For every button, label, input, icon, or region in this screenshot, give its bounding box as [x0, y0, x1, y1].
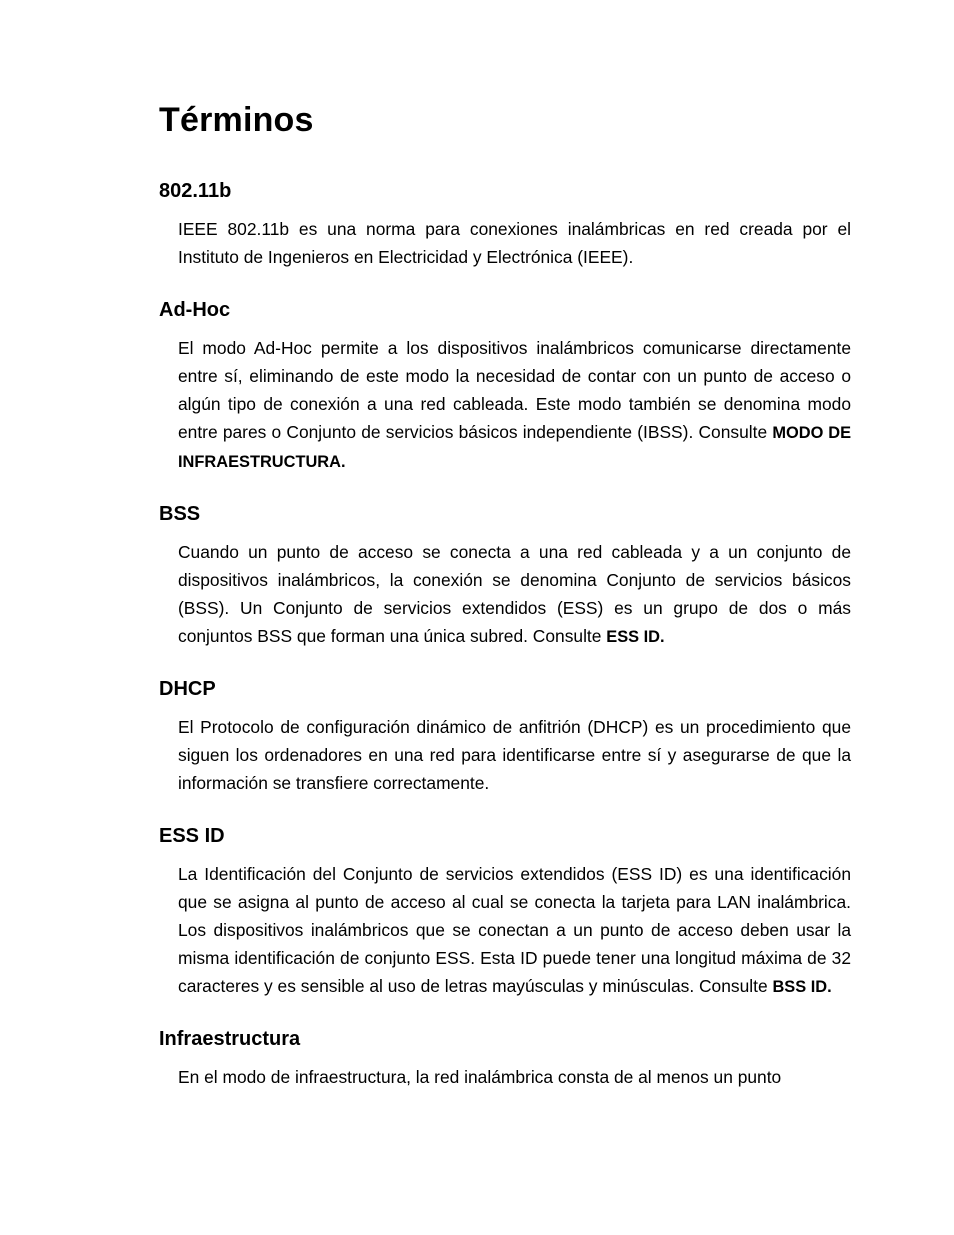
term-definition-text: El Protocolo de configuración dinámico de anfitrión (DHCP) es un procedimiento que siguen los ordenadores en una red para identificarse entre sí y asegurarse de que la información se transfiere correctamente.: [178, 717, 851, 793]
term-entry: [159, 676, 851, 798]
term-heading: Ad-Hoc: [159, 299, 231, 321]
term-heading: 802.11b: [159, 180, 232, 202]
term-heading: DHCP: [159, 678, 216, 700]
term-entry: [159, 178, 851, 272]
term-definition: [159, 215, 851, 272]
term-reference: ESS ID.: [606, 628, 665, 646]
term-heading: ESS ID: [159, 825, 225, 847]
term-entry: [159, 1026, 851, 1092]
term-definition-text: En el modo de infraestructura, la red inalámbrica consta de al menos un punto: [178, 1067, 782, 1087]
term-definition: [159, 1063, 851, 1092]
term-definition-text: El modo Ad-Hoc permite a los dispositivos inalámbricos comunicarse directamente entre sí, eliminando de este modo la necesidad de contar con un punto de acceso o algún tipo de conexión a una red cableada. Este modo también se denomina modo entre pares o Conjunto de servicios básicos independiente (IBSS). Consulte: [178, 338, 851, 442]
term-definition-text: Cuando un punto de acceso se conecta a una red cableada y a un conjunto de dispositivos inalámbricos, la conexión se denomina Conjunto de servicios básicos (BSS). Un Conjunto de servicios extendidos (ESS) es un grupo de dos o más conjuntos BSS que forman una única subred. Consulte: [178, 542, 851, 646]
term-entry: [159, 297, 851, 476]
term-heading: Infraestructura: [159, 1028, 301, 1050]
document-page: [159, 98, 851, 1092]
term-entry: [159, 823, 851, 1001]
term-definition: [159, 713, 851, 798]
term-reference: MODO DE INFRAESTRUCTURA.: [178, 424, 852, 471]
term-definition: [159, 334, 851, 476]
term-reference: BSS ID.: [772, 978, 832, 996]
term-definition-text: La Identificación del Conjunto de servicios extendidos (ESS ID) es una identificación que se asigna al punto de acceso al cual se conecta la tarjeta para LAN inalámbrica. Los dispositivos inalámbricos que se conectan a un punto de acceso deben usar la misma identificación de conjunto ESS. Esta ID puede tener una longitud máxima de 32 caracteres y es sensible al uso de letras mayúsculas y minúsculas. Consulte: [178, 864, 851, 996]
term-definition-text: IEEE 802.11b es una norma para conexiones inalámbricas en red creada por el Instituto de Ingenieros en Electricidad y Electrónica (IEEE).: [178, 219, 851, 267]
page-title: Términos: [159, 101, 314, 139]
term-heading: BSS: [159, 503, 201, 525]
term-entry: [159, 501, 851, 651]
term-definition: [159, 538, 851, 651]
term-definition: [159, 860, 851, 1001]
